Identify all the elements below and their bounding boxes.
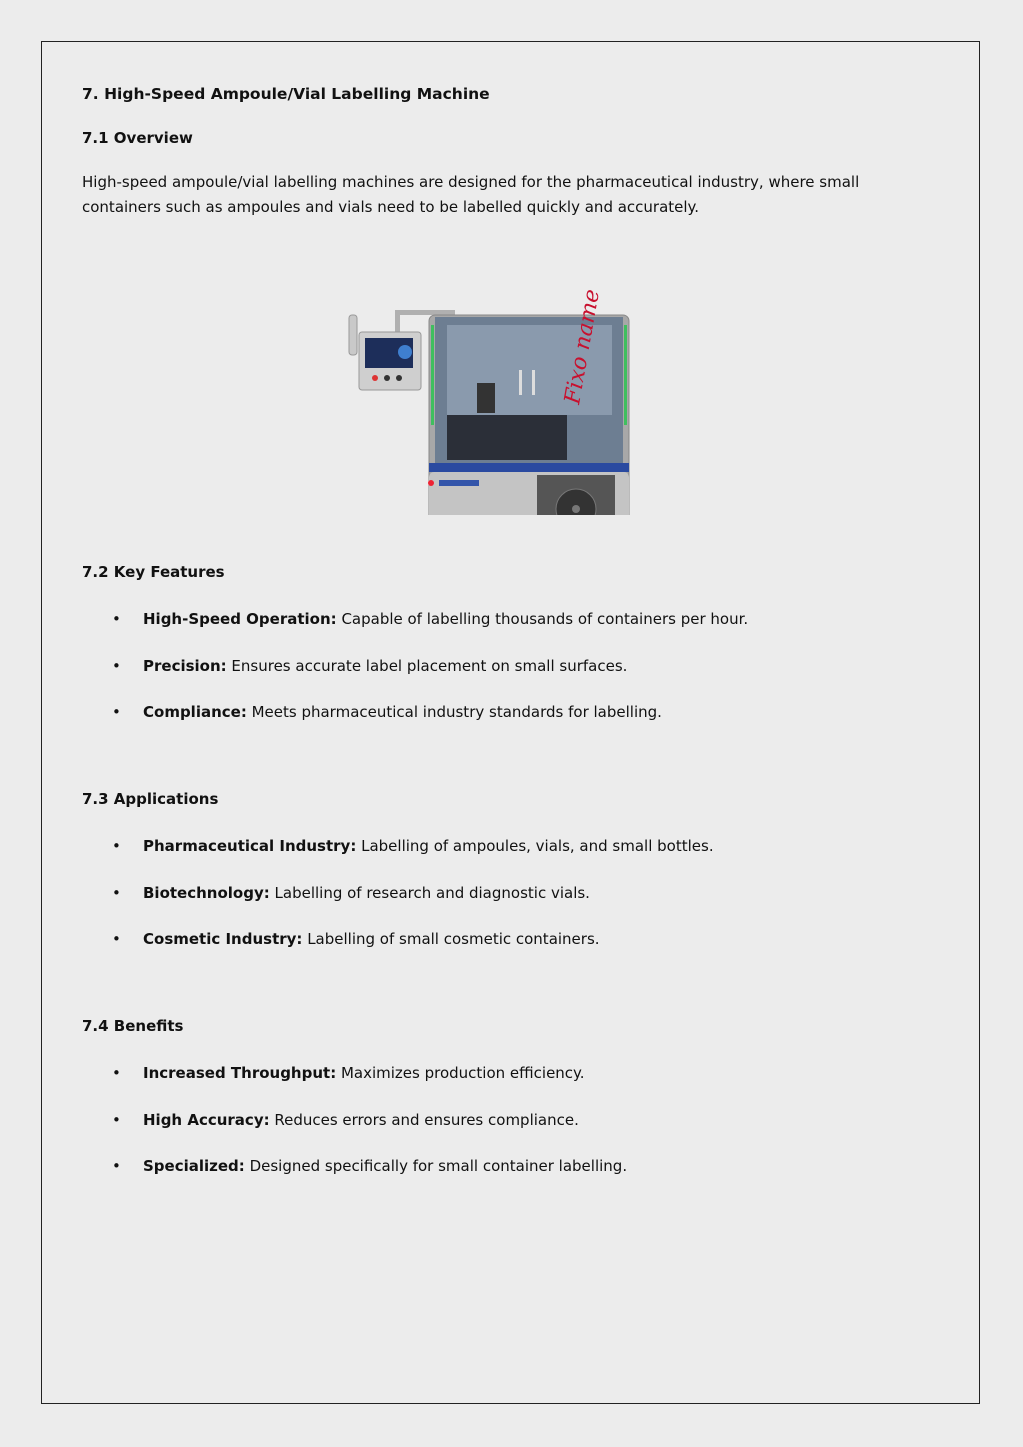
benefits-list: [82, 1062, 862, 1202]
fixo-logo-icon: Fixo name: [560, 287, 606, 407]
list-item: • Cosmetic Industry: Labelling of small cosmetic containers.: [82, 928, 862, 975]
list-item: • Compliance: Meets pharmaceutical industry standards for labelling.: [82, 701, 862, 748]
features-list: [82, 608, 862, 748]
list-item: • Specialized: Designed specifically for small container labelling.: [82, 1155, 862, 1202]
list-item: • High Accuracy: Reduces errors and ensures compliance.: [82, 1109, 862, 1156]
benefits-heading: 7.4 Benefits: [82, 1017, 184, 1035]
list-item: • Pharmaceutical Industry: Labelling of ampoules, vials, and small bottles.: [82, 835, 862, 882]
list-item: • Increased Throughput: Maximizes production efficiency.: [82, 1062, 862, 1109]
overview-heading: 7.1 Overview: [82, 129, 193, 147]
page-title: 7. High-Speed Ampoule/Vial Labelling Machine: [82, 85, 490, 103]
applications-list: [82, 835, 862, 975]
list-item: • Precision: Ensures accurate label placement on small surfaces.: [82, 655, 862, 702]
applications-heading: 7.3 Applications: [82, 790, 219, 808]
list-item: • Biotechnology: Labelling of research and diagnostic vials.: [82, 882, 862, 929]
overview-paragraph: High-speed ampoule/vial labelling machines are designed for the pharmaceutical industry, where small containers such as ampoules and vials need to be labelled quickly and accurately.: [82, 173, 860, 216]
list-item: • High-Speed Operation: Capable of labelling thousands of containers per hour.: [82, 608, 862, 655]
features-heading: 7.2 Key Features: [82, 563, 225, 581]
labelling-machine-image: [347, 265, 637, 515]
